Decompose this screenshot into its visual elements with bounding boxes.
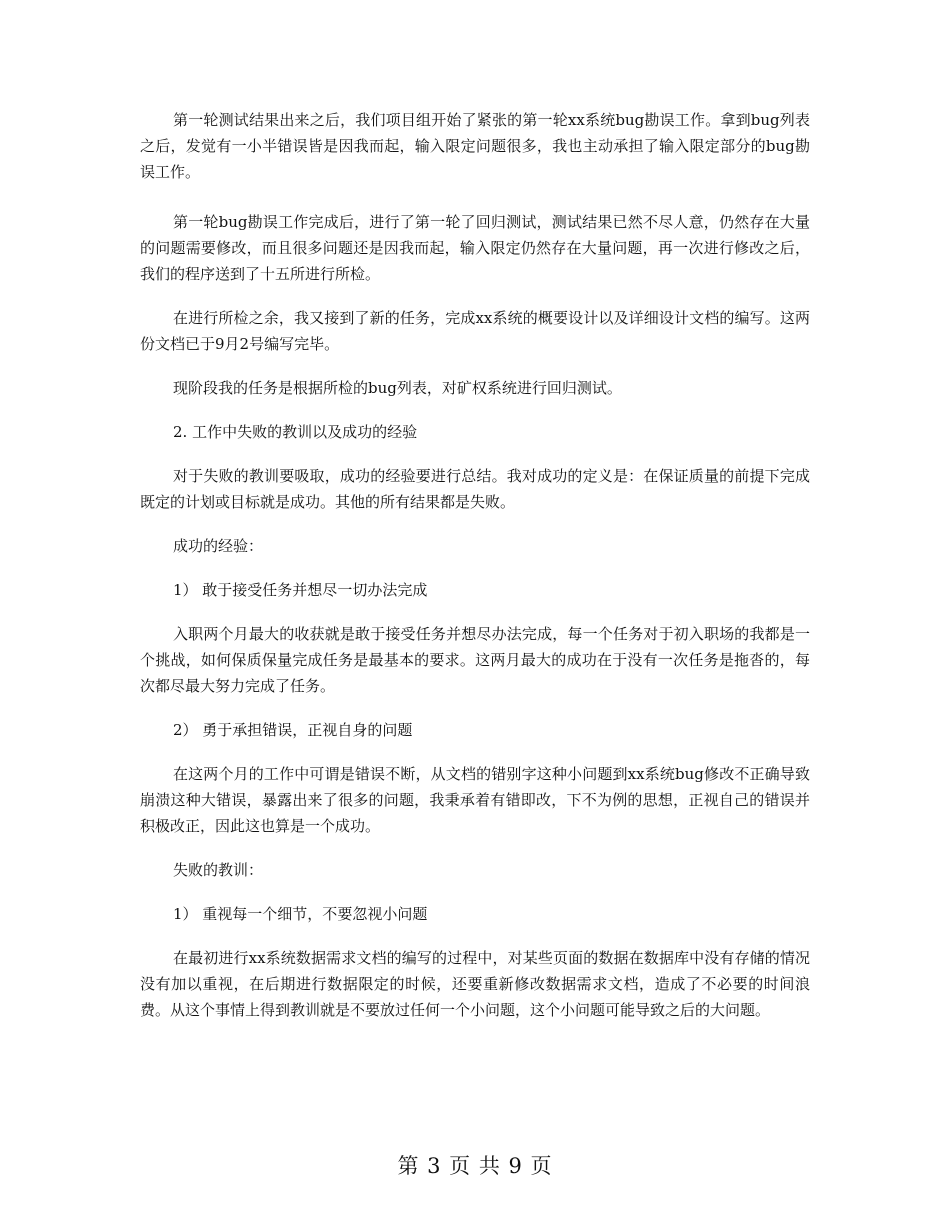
subheading-failure: 失败的教训： [173, 861, 264, 879]
list-item-success-1: 1） 敢于接受任务并想尽一切办法完成 [173, 581, 428, 599]
list-item-failure-1: 1） 重视每一个细节，不要忽视小问题 [173, 905, 428, 923]
paragraph-failure-1-detail: 在最初进行xx系统数据需求文档的编写的过程中，对某些页面的数据在数据库中没有存储的情况没有加以重视，在后期进行数据限定的时候，还要重新修改数据需求文档，造成了不必要的时间浪费。从这个事情上得到教训就是不要放过任何一个小问题，这个小问题可能导致之后的大问题。 [140, 949, 810, 1019]
paragraph-regression-test: 第一轮bug勘误工作完成后，进行了第一轮了回归测试，测试结果已然不尽人意，仍然存在大量的问题需要修改，而且很多问题还是因我而起，输入限定仍然存在大量问题，再一次进行修改之后，我们的程序送到了十五所进行所检。 [140, 213, 810, 283]
subheading-success: 成功的经验： [173, 537, 264, 555]
page-number-footer: 第 3 页 共 9 页 [397, 1154, 553, 1178]
paragraph-bug-fix-round-one: 第一轮测试结果出来之后，我们项目组开始了紧张的第一轮xx系统bug勘误工作。拿到bug列表之后，发觉有一小半错误皆是因我而起，输入限定问题很多，我也主动承担了输入限定部分的bug勘误工作。 [140, 111, 810, 181]
paragraph-success-definition: 对于失败的教训要吸取，成功的经验要进行总结。我对成功的定义是：在保证质量的前提下完成既定的计划或目标就是成功。其他的所有结果都是失败。 [140, 467, 810, 511]
paragraph-current-task: 现阶段我的任务是根据所检的bug列表，对矿权系统进行回归测试。 [173, 379, 622, 397]
document-body [140, 107, 810, 1023]
paragraph-design-docs: 在进行所检之余，我又接到了新的任务，完成xx系统的概要设计以及详细设计文档的编写。这两份文档已于9月2号编写完毕。 [140, 309, 810, 353]
list-item-success-2: 2） 勇于承担错误，正视自身的问题 [173, 721, 413, 739]
paragraph-success-1-detail: 入职两个月最大的收获就是敢于接受任务并想尽办法完成，每一个任务对于初入职场的我都是一个挑战，如何保质保量完成任务是最基本的要求。这两月最大的成功在于没有一次任务是拖沓的，每次都尽最大努力完成了任务。 [140, 625, 810, 695]
section-heading-lessons: 2. 工作中失败的教训以及成功的经验 [173, 423, 418, 441]
paragraph-success-2-detail: 在这两个月的工作中可谓是错误不断，从文档的错别字这种小问题到xx系统bug修改不正确导致崩溃这种大错误，暴露出来了很多的问题，我秉承着有错即改，下不为例的思想，正视自己的错误并积极改正，因此这也算是一个成功。 [140, 765, 810, 835]
